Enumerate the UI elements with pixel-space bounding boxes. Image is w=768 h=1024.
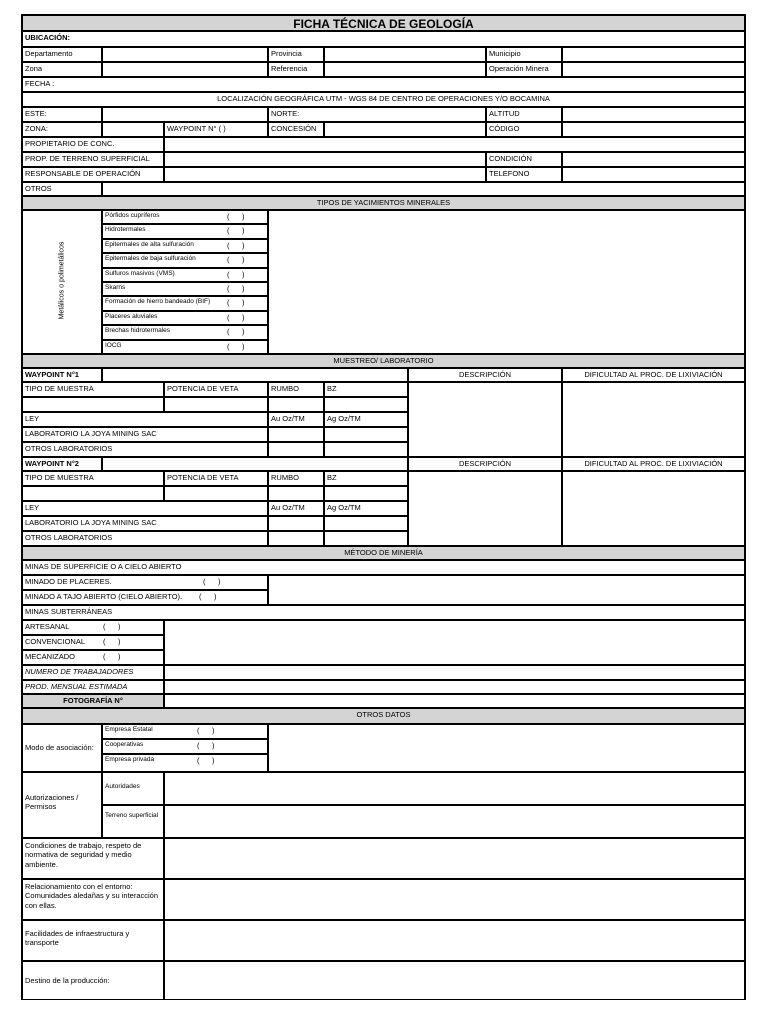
- propietario-input[interactable]: [164, 137, 745, 152]
- checkbox-mark[interactable]: ( ): [103, 652, 121, 661]
- modo-label: Modo de asociación:: [22, 724, 102, 772]
- checkbox-mark[interactable]: ( ): [197, 726, 215, 735]
- terreno-label: Terreno superficial: [102, 805, 164, 838]
- yacimiento-item[interactable]: Brechas hidrotermales ( ): [102, 325, 268, 339]
- responsable-label: RESPONSABLE DE OPERACIÓN: [22, 167, 164, 182]
- prod-mensual-label: PROD. MENSUAL ESTIMADA: [22, 680, 164, 694]
- checkbox-mark[interactable]: ( ): [103, 622, 121, 631]
- condiciones-input[interactable]: [164, 838, 745, 879]
- yacimientos-notes[interactable]: [268, 210, 745, 354]
- dificultad-label: DIFICULTAD AL PROC. DE LIXIVIACIÓN: [562, 368, 745, 382]
- otros-datos-header: OTROS DATOS: [22, 708, 745, 724]
- ag-input[interactable]: [324, 516, 408, 531]
- fotografia-label: FOTOGRAFÍA N°: [22, 694, 164, 708]
- departamento-label: Departamento: [22, 47, 102, 62]
- otros-label: OTROS: [22, 182, 102, 196]
- rumbo-input[interactable]: [268, 397, 324, 412]
- waypoint-label: WAYPOINT N°2: [22, 457, 102, 471]
- ley-label: LEY: [22, 412, 268, 427]
- yacimiento-item[interactable]: Epitermales de baja sulfuración ( ): [102, 253, 268, 267]
- norte-field[interactable]: NORTE:: [268, 107, 486, 122]
- prod-mensual-input[interactable]: [164, 680, 745, 694]
- checkbox-mark[interactable]: ( ): [227, 269, 245, 279]
- concesion-input[interactable]: [324, 122, 486, 137]
- autoridades-input[interactable]: [164, 772, 745, 805]
- localizacion-header: LOCALIZACIÓN GEOGRÁFICA UTM - WGS 84 DE CENTRO DE OPERACIONES Y/O BOCAMINA: [22, 92, 745, 107]
- yacimiento-item[interactable]: Formación de hierro bandeado (BIF) ( ): [102, 296, 268, 310]
- potencia-label: POTENCIA DE VETA: [164, 382, 268, 397]
- fotografia-input[interactable]: [164, 694, 745, 708]
- municipio-input[interactable]: [562, 47, 745, 62]
- prop-terreno-label: PROP. DE TERRENO SUPERFICIAL: [22, 152, 164, 167]
- tipo-muestra-label: TIPO DE MUESTRA: [22, 471, 164, 486]
- checkbox-mark[interactable]: ( ): [227, 312, 245, 322]
- checkbox-mark[interactable]: ( ): [227, 298, 245, 308]
- lab-label: LABORATORIO LA JOYA MINING SAC: [22, 427, 268, 442]
- terreno-input[interactable]: [164, 805, 745, 838]
- estatal-option[interactable]: Empresa Estatal ( ): [102, 724, 268, 739]
- ag-label: Ag Oz/TM: [324, 501, 408, 516]
- zona-utm-label: ZONA:: [22, 122, 102, 137]
- codigo-label: CÓDIGO: [486, 122, 562, 137]
- propietario-label: PROPIETARIO DE CONC.: [22, 137, 164, 152]
- potencia-input[interactable]: [164, 397, 268, 412]
- rumbo-input[interactable]: [268, 486, 324, 501]
- condiciones-label: Condiciones de trabajo, respeto de normativa de seguridad y medio ambiente.: [22, 838, 164, 879]
- relacionamiento-label: Relacionamiento con el entorno: Comunidades aledañas y su interacción con ellas.: [22, 879, 164, 920]
- yacimientos-header: TIPOS DE YACIMIENTOS MINERALES: [22, 196, 745, 210]
- waypoint-input[interactable]: [102, 457, 408, 471]
- responsable-input[interactable]: [164, 167, 486, 182]
- placeres-option[interactable]: MINADO DE PLACERES. ( ): [22, 575, 268, 590]
- altitud-input[interactable]: [562, 107, 745, 122]
- potencia-label: POTENCIA DE VETA: [164, 471, 268, 486]
- provincia-input[interactable]: [324, 47, 486, 62]
- fecha-field[interactable]: FECHA :: [22, 77, 745, 92]
- otros-lab-ag-input[interactable]: [324, 442, 408, 457]
- potencia-input[interactable]: [164, 486, 268, 501]
- subterraneas-notes[interactable]: [164, 620, 745, 665]
- referencia-label: Referencia: [268, 62, 324, 77]
- privada-option[interactable]: Empresa privada ( ): [102, 754, 268, 772]
- descripcion-input[interactable]: [408, 471, 562, 546]
- otros-lab-au-input[interactable]: [268, 531, 324, 546]
- trabajadores-label: NUMERO DE TRABAJADORES: [22, 665, 164, 680]
- tipo-muestra-label: TIPO DE MUESTRA: [22, 382, 164, 397]
- descripcion-label: DESCRIPCIÓN: [408, 457, 562, 471]
- au-label: Au Oz/TM: [268, 412, 324, 427]
- zona-input[interactable]: [102, 62, 268, 77]
- dificultad-input[interactable]: [562, 382, 745, 457]
- yacimiento-item[interactable]: Placeres aluviales ( ): [102, 311, 268, 325]
- otros-lab-label: OTROS LABORATORIOS: [22, 442, 268, 457]
- checkbox-mark[interactable]: ( ): [199, 592, 217, 601]
- au-input[interactable]: [268, 516, 324, 531]
- metodo-header: MÉTODO DE MINERÍA: [22, 546, 745, 560]
- rumbo-label: RUMBO: [268, 382, 324, 397]
- altitud-label: ALTITUD: [486, 107, 562, 122]
- dificultad-input[interactable]: [562, 471, 745, 546]
- checkbox-mark[interactable]: ( ): [227, 212, 245, 221]
- yacimientos-side-label: Metálicos o polimetálicos: [58, 241, 66, 320]
- subterraneas-label: MINAS SUBTERRÁNEAS: [22, 605, 745, 620]
- muestreo-header: MUESTREO/ LABORATORIO: [22, 354, 745, 368]
- departamento-input[interactable]: [102, 47, 268, 62]
- provincia-label: Provincia: [268, 47, 324, 62]
- destino-input[interactable]: [164, 961, 745, 1000]
- ag-input[interactable]: [324, 427, 408, 442]
- zona-utm-input[interactable]: [102, 122, 164, 137]
- yacimiento-item[interactable]: Skarns ( ): [102, 282, 268, 296]
- este-label: ESTE:: [22, 107, 102, 122]
- trabajadores-input[interactable]: [164, 665, 745, 680]
- condicion-input[interactable]: [562, 152, 745, 167]
- tipo-muestra-input[interactable]: [22, 397, 164, 412]
- condicion-label: CONDICIÓN: [486, 152, 562, 167]
- modo-notes[interactable]: [268, 724, 745, 772]
- checkbox-mark[interactable]: ( ): [227, 341, 245, 351]
- bz-input[interactable]: [324, 397, 408, 412]
- prop-terreno-input[interactable]: [164, 152, 486, 167]
- descripcion-label: DESCRIPCIÓN: [408, 368, 562, 382]
- otros-input[interactable]: [102, 182, 745, 196]
- superficie-notes[interactable]: [268, 575, 745, 605]
- tajo-option[interactable]: MINADO A TAJO ABIERTO (CIELO ABIERTO). ( ): [22, 590, 268, 605]
- checkbox-mark[interactable]: ( ): [227, 226, 245, 236]
- checkbox-mark[interactable]: ( ): [197, 741, 215, 750]
- autorizaciones-label: Autorizaciones / Permisos: [22, 772, 102, 838]
- facilidades-label: Facilidades de infraestructura y transporte: [22, 920, 164, 961]
- concesion-label: CONCESIÓN: [268, 122, 324, 137]
- zona-label: Zona: [22, 62, 102, 77]
- dificultad-label: DIFICULTAD AL PROC. DE LIXIVIACIÓN: [562, 457, 745, 471]
- municipio-label: Municipio: [486, 47, 562, 62]
- checkbox-mark[interactable]: ( ): [227, 327, 245, 337]
- referencia-input[interactable]: [324, 62, 486, 77]
- tipo-muestra-input[interactable]: [22, 486, 164, 501]
- otros-lab-label: OTROS LABORATORIOS: [22, 531, 268, 546]
- relacionamiento-input[interactable]: [164, 879, 745, 920]
- checkbox-mark[interactable]: ( ): [103, 637, 121, 646]
- checkbox-mark[interactable]: ( ): [227, 255, 245, 265]
- yacimiento-item[interactable]: Sulfuros masivos (VMS) ( ): [102, 268, 268, 282]
- yacimiento-item[interactable]: Pórfidos cupríferos ( ): [102, 210, 268, 224]
- au-input[interactable]: [268, 427, 324, 442]
- yacimiento-item[interactable]: IOCG ( ): [102, 340, 268, 354]
- geology-form: [21, 14, 746, 1000]
- operacion-minera-label: Operación Minera: [486, 62, 562, 77]
- waypoint-label: WAYPOINT N°1: [22, 368, 102, 382]
- telefono-label: TELEFONO: [486, 167, 562, 182]
- otros-lab-au-input[interactable]: [268, 442, 324, 457]
- telefono-input[interactable]: [562, 167, 745, 182]
- facilidades-input[interactable]: [164, 920, 745, 961]
- ag-label: Ag Oz/TM: [324, 412, 408, 427]
- bz-input[interactable]: [324, 486, 408, 501]
- mecanizado-option[interactable]: MECANIZADO ( ): [22, 650, 164, 665]
- checkbox-mark[interactable]: ( ): [227, 240, 245, 250]
- waypoint-input[interactable]: [102, 368, 408, 382]
- yacimiento-item[interactable]: Hidrotermales ( ): [102, 224, 268, 238]
- bz-label: BZ: [324, 382, 408, 397]
- artesanal-option[interactable]: ARTESANAL ( ): [22, 620, 164, 635]
- descripcion-input[interactable]: [408, 382, 562, 457]
- checkbox-mark[interactable]: ( ): [197, 756, 215, 765]
- convencional-option[interactable]: CONVENCIONAL ( ): [22, 635, 164, 650]
- bz-label: BZ: [324, 471, 408, 486]
- cooperativas-option[interactable]: Cooperativas ( ): [102, 739, 268, 754]
- este-input[interactable]: [102, 107, 268, 122]
- au-label: Au Oz/TM: [268, 501, 324, 516]
- superficie-label: MINAS DE SUPERFICIE O A CIELO ABIERTO: [22, 560, 745, 575]
- waypoint-field[interactable]: WAYPOINT N° ( ): [164, 122, 268, 137]
- ley-label: LEY: [22, 501, 268, 516]
- operacion-minera-input[interactable]: [562, 62, 745, 77]
- destino-label: Destino de la producción:: [22, 961, 164, 1000]
- codigo-input[interactable]: [562, 122, 745, 137]
- form-title: FICHA TÉCNICA DE GEOLOGÍA: [22, 15, 745, 31]
- checkbox-mark[interactable]: ( ): [203, 577, 221, 586]
- lab-label: LABORATORIO LA JOYA MINING SAC: [22, 516, 268, 531]
- rumbo-label: RUMBO: [268, 471, 324, 486]
- ubicacion-label: UBICACIÓN:: [22, 31, 745, 47]
- autoridades-label: Autoridades: [102, 772, 164, 805]
- yacimiento-item[interactable]: Epitermales de alta sulfuración ( ): [102, 239, 268, 253]
- otros-lab-ag-input[interactable]: [324, 531, 408, 546]
- checkbox-mark[interactable]: ( ): [227, 284, 245, 293]
